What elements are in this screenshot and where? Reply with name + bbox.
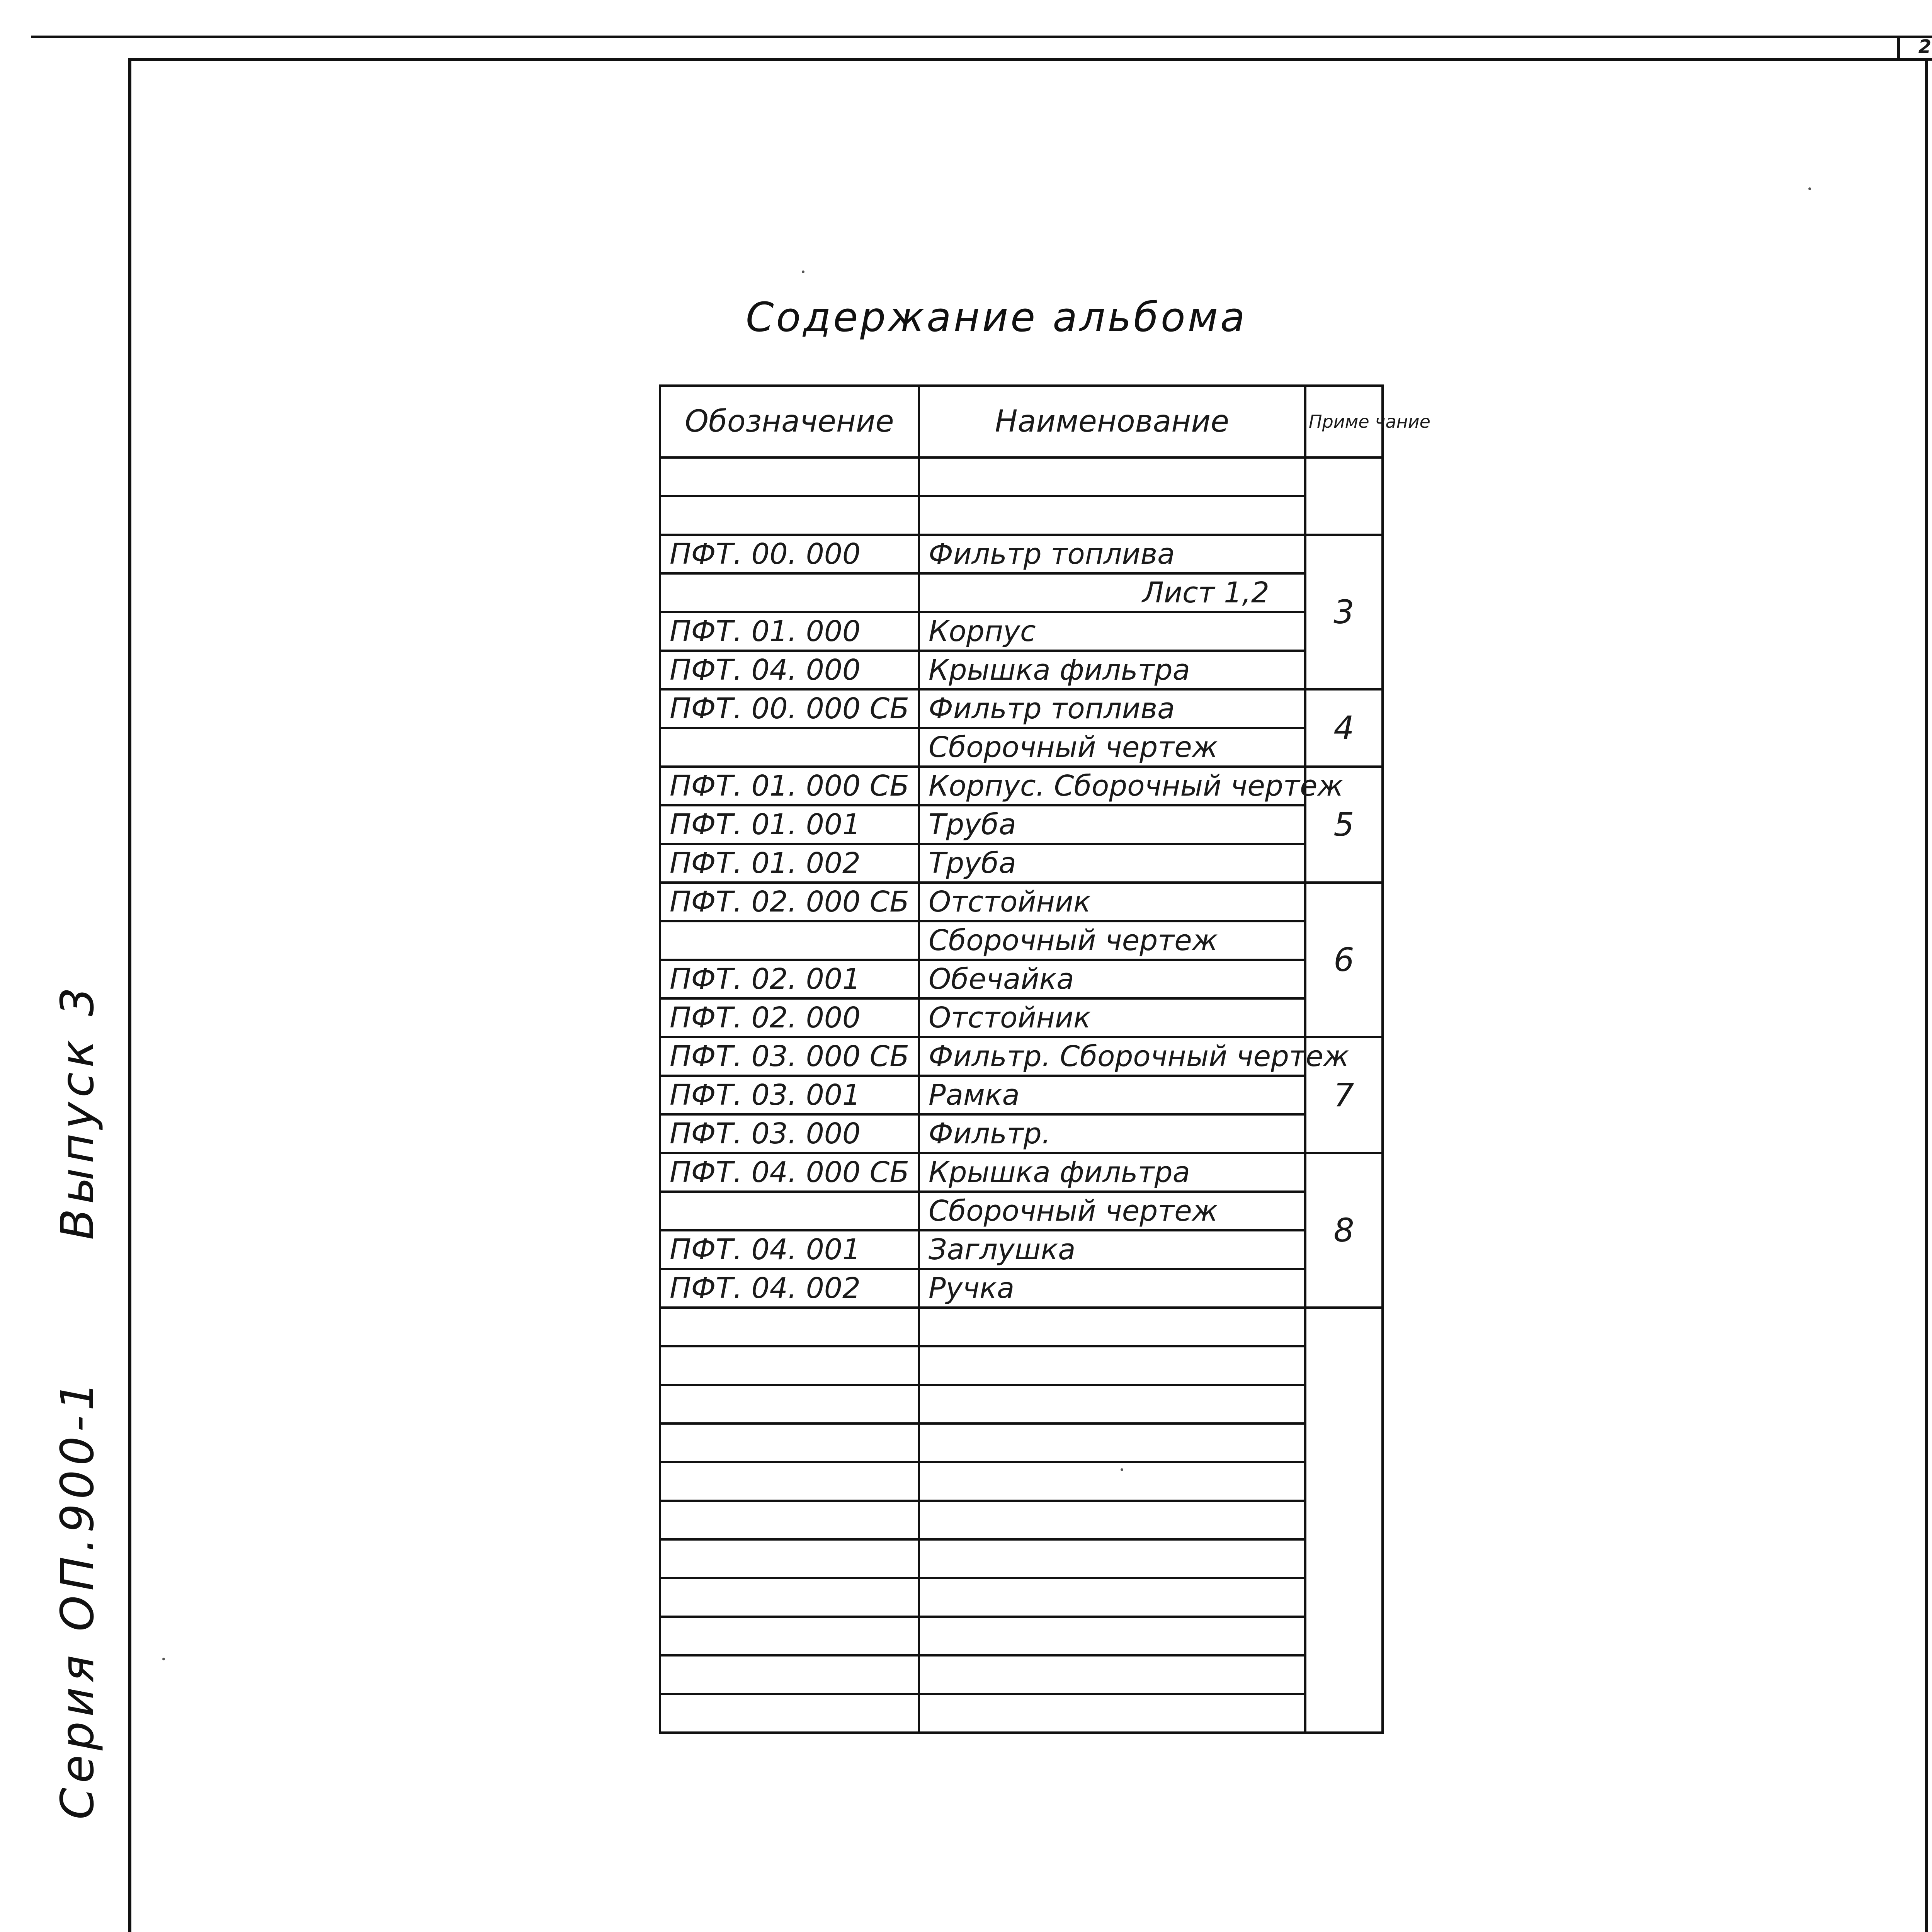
designation-cell: ПФТ. 02. 000 СБ xyxy=(660,883,919,921)
designation-cell xyxy=(660,1192,919,1230)
name-cell xyxy=(919,496,1305,535)
note-cell: 3 xyxy=(1305,535,1383,689)
contents-table xyxy=(659,384,1430,1734)
name-cell: Крышка фильтра xyxy=(919,651,1305,689)
designation-cell xyxy=(660,1655,919,1694)
table-row xyxy=(660,1114,1383,1153)
table-row xyxy=(660,1539,1383,1578)
table-header-row xyxy=(660,386,1383,457)
name-cell xyxy=(919,1308,1305,1346)
designation-cell xyxy=(660,1501,919,1539)
designation-header: Обозначение xyxy=(660,386,919,457)
table-row xyxy=(660,960,1383,998)
name-cell: Отстойник xyxy=(919,998,1305,1037)
name-cell: Фильтр. xyxy=(919,1114,1305,1153)
table-row xyxy=(660,1655,1383,1694)
table-row xyxy=(660,1308,1383,1346)
table-row xyxy=(660,1385,1383,1423)
name-cell: Фильтр. Сборочный чертеж xyxy=(919,1037,1305,1076)
designation-cell: ПФТ. 03. 000 СБ xyxy=(660,1037,919,1076)
table-row xyxy=(660,612,1383,651)
designation-cell xyxy=(660,1539,919,1578)
designation-cell: ПФТ. 04. 000 СБ xyxy=(660,1153,919,1192)
table-row xyxy=(660,883,1383,921)
table-row xyxy=(660,1346,1383,1385)
note-cell: 6 xyxy=(1305,883,1383,1037)
page-number: 2 xyxy=(1897,36,1932,61)
name-cell xyxy=(919,1694,1305,1733)
name-cell xyxy=(919,1578,1305,1617)
designation-cell: ПФТ. 02. 000 xyxy=(660,998,919,1037)
outer-border-top xyxy=(31,36,1932,38)
note-cell: 7 xyxy=(1305,1037,1383,1153)
table-row xyxy=(660,496,1383,535)
designation-cell: ПФТ. 04. 002 xyxy=(660,1269,919,1308)
name-cell: Сборочный чертеж xyxy=(919,728,1305,767)
series-label: Серия ОП.900-1 xyxy=(51,1377,104,1820)
name-cell: Фильтр топлива xyxy=(919,689,1305,728)
scan-speck xyxy=(1808,187,1811,190)
table-row xyxy=(660,1153,1383,1192)
table-row xyxy=(660,728,1383,767)
name-cell: Крышка фильтра xyxy=(919,1153,1305,1192)
designation-cell xyxy=(660,921,919,960)
designation-cell: ПФТ. 01. 000 СБ xyxy=(660,767,919,805)
table-row xyxy=(660,651,1383,689)
designation-cell: ПФТ. 01. 000 xyxy=(660,612,919,651)
table-row xyxy=(660,805,1383,844)
note-cell: 4 xyxy=(1305,689,1383,767)
table-row xyxy=(660,1230,1383,1269)
designation-cell xyxy=(660,573,919,612)
table-row xyxy=(660,1037,1383,1076)
designation-cell xyxy=(660,1346,919,1385)
designation-cell xyxy=(660,496,919,535)
scan-speck xyxy=(802,270,804,273)
name-cell: Обечайка xyxy=(919,960,1305,998)
name-cell: Отстойник xyxy=(919,883,1305,921)
designation-cell: ПФТ. 03. 000 xyxy=(660,1114,919,1153)
table-row xyxy=(660,1578,1383,1617)
name-cell xyxy=(919,1462,1305,1501)
designation-cell xyxy=(660,457,919,496)
table-row xyxy=(660,573,1383,612)
name-cell xyxy=(919,1385,1305,1423)
scan-speck xyxy=(162,1658,165,1660)
note-cell: 8 xyxy=(1305,1153,1383,1308)
table-row xyxy=(660,921,1383,960)
name-cell xyxy=(919,1655,1305,1694)
designation-cell xyxy=(660,1308,919,1346)
designation-cell xyxy=(660,1694,919,1733)
name-cell: Труба xyxy=(919,805,1305,844)
table-row xyxy=(660,1423,1383,1462)
contents-body xyxy=(660,457,1383,1733)
designation-cell xyxy=(660,1423,919,1462)
note-cell xyxy=(1305,1308,1383,1733)
note-cell: 5 xyxy=(1305,767,1383,883)
table-row xyxy=(660,1462,1383,1501)
designation-cell xyxy=(660,1617,919,1655)
name-cell: Сборочный чертеж xyxy=(919,921,1305,960)
table-row xyxy=(660,767,1383,805)
designation-cell: ПФТ. 01. 002 xyxy=(660,844,919,883)
table-row xyxy=(660,844,1383,883)
name-cell xyxy=(919,1346,1305,1385)
name-cell xyxy=(919,1617,1305,1655)
name-cell: Сборочный чертеж xyxy=(919,1192,1305,1230)
designation-cell xyxy=(660,1578,919,1617)
table-row xyxy=(660,1617,1383,1655)
name-cell xyxy=(919,1501,1305,1539)
name-header: Наименование xyxy=(919,386,1305,457)
name-cell: Труба xyxy=(919,844,1305,883)
table-row xyxy=(660,1269,1383,1308)
table-row xyxy=(660,689,1383,728)
issue-label: Выпуск 3 xyxy=(51,983,104,1240)
designation-cell: ПФТ. 03. 001 xyxy=(660,1076,919,1114)
name-cell: Корпус. Сборочный чертеж xyxy=(919,767,1305,805)
designation-cell xyxy=(660,1385,919,1423)
designation-cell: ПФТ. 04. 001 xyxy=(660,1230,919,1269)
designation-cell xyxy=(660,728,919,767)
table-row xyxy=(660,457,1383,496)
name-cell: Корпус xyxy=(919,612,1305,651)
name-cell xyxy=(919,1423,1305,1462)
designation-cell: ПФТ. 00. 000 СБ xyxy=(660,689,919,728)
name-cell: Лист 1,2 xyxy=(919,573,1305,612)
designation-cell: ПФТ. 00. 000 xyxy=(660,535,919,573)
name-cell: Рамка xyxy=(919,1076,1305,1114)
table-row xyxy=(660,1192,1383,1230)
name-cell: Фильтр топлива xyxy=(919,535,1305,573)
table-row xyxy=(660,535,1383,573)
name-cell xyxy=(919,457,1305,496)
designation-cell: ПФТ. 01. 001 xyxy=(660,805,919,844)
designation-cell: ПФТ. 02. 001 xyxy=(660,960,919,998)
table-row xyxy=(660,1076,1383,1114)
name-cell: Заглушка xyxy=(919,1230,1305,1269)
page-title: Содержание альбома xyxy=(746,294,1247,341)
name-cell: Ручка xyxy=(919,1269,1305,1308)
table-row xyxy=(660,998,1383,1037)
name-cell xyxy=(919,1539,1305,1578)
note-cell xyxy=(1305,457,1383,535)
designation-cell: ПФТ. 04. 000 xyxy=(660,651,919,689)
designation-cell xyxy=(660,1462,919,1501)
table-row xyxy=(660,1694,1383,1733)
note-header: Приме чание xyxy=(1305,386,1383,457)
table-row xyxy=(660,1501,1383,1539)
scan-speck xyxy=(1121,1468,1123,1471)
